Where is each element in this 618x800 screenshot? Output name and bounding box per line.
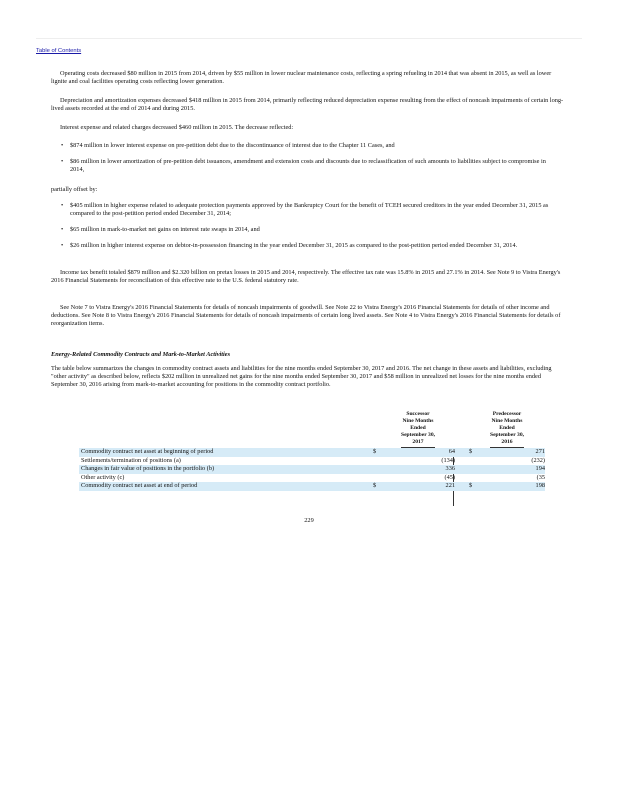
bullet-text: $874 million in lower interest expense on pre-petition debt due to the discontinuance of interest due to the Chapter 11 Cases, and [70, 142, 395, 149]
bullet-text: $86 million in lower amortization of pre-petition debt issuances, amendment and extension costs and discounts due to reclassification of such amounts to liabilities subject to compromise in 2014, [70, 158, 546, 174]
paragraph-table-intro: The table below summarizes the changes in commodity contract assets and liabilities for the nine months ended September 30, 2017 and 2016. The net change in these assets and liabilities, excluding "other activity" as described below, reflects $202 million in unrealized net gains for the nine months ended September 30, 2017 and $58 million in unrealized net losses for the nine months ended September 30, 2016 arising from mark-to-market accounting for positions in the commodity contract portfolio. [51, 365, 552, 389]
predecessor-column-header [469, 411, 545, 448]
bullet-item [61, 158, 556, 174]
page-number: 229 [304, 517, 314, 524]
paragraph-operating-costs: Operating costs decreased $80 million in 2015 from 2014, driven by $55 million in lower nuclear maintenance costs, reflecting a spring refueling in 2014 that was absent in 2015, as well as lower lignite and coal facilities operating costs reflecting lower generation. [51, 70, 552, 86]
table-header-row [79, 411, 545, 448]
header-line: Nine Months [402, 418, 434, 424]
paragraph-depreciation: Depreciation and amortization expenses decreased $418 million in 2015 from 2014, primarily reflecting reduced depreciation expense resulting from the effect of noncash impairments of certain long-lived assets recorded at the end of 2014 and during 2015. [51, 97, 564, 113]
table-row: Changes in fair value of positions in the portfolio (b) 336 194 [81, 465, 545, 473]
top-divider [36, 38, 582, 39]
table-row: Settlements/termination of positions (a) (134) (232) [81, 456, 545, 464]
successor-column-header [373, 411, 463, 448]
bullet-item [61, 202, 556, 218]
section-heading: Energy-Related Commodity Contracts and Mark-to-Market Activities [51, 351, 231, 358]
table-row: Other activity (c) (45) (35 [81, 473, 545, 481]
bullet-icon: • [61, 158, 64, 165]
table-row: Commodity contract net asset at end of period $ 221 $ 198 [81, 482, 545, 490]
bullet-icon: • [61, 226, 64, 233]
bullet-item [61, 142, 556, 150]
paragraph-income-tax: Income tax benefit totaled $879 million and $2.320 billion on pretax losses in 2015 and 2014, respectively. The effective tax rate was 15.8% in 2015 and 27.1% in 2014. See Note 9 to Vistra Energy's 2016 Financial Statements for reconciliation of this effective rate to the U.S. federal statutory rate. [51, 269, 561, 285]
header-line: September 30, [400, 432, 436, 438]
bullet-text: $405 million in higher expense related to adequate protection payments approved by the Bankruptcy Court for the benefit of TCEH secured creditors in the year ended December 31, 2015 as compared to the post-petition period ended December 31, 2014; [70, 202, 549, 218]
commodity-contract-table [79, 411, 545, 491]
bullet-item [61, 242, 556, 250]
bullet-text: $26 million in higher interest expense on debtor-in-possession financing in the year ended December 31, 2015 as compared to the post-petition period ended December 31, 2014. [70, 242, 518, 249]
header-line: 2016 [501, 439, 513, 445]
header-line: Nine Months [491, 418, 523, 424]
bullet-icon: • [61, 242, 64, 249]
paragraph-offset: partially offset by: [51, 186, 98, 193]
header-line: Ended [499, 425, 515, 431]
bullet-icon: • [61, 142, 64, 149]
header-line: 2017 [412, 439, 424, 445]
table-of-contents-link[interactable]: Table of Contents [36, 48, 82, 54]
header-line: Successor [406, 411, 430, 417]
bullet-icon: • [61, 202, 64, 209]
header-line: Predecessor [492, 411, 522, 417]
table-row: Commodity contract net asset at beginning of period $ 64 $ 271 [81, 448, 545, 455]
paragraph-interest-expense: Interest expense and related charges decreased $460 million in 2015. The decrease reflected: [60, 124, 294, 131]
header-line: September 30, [489, 432, 525, 438]
bullet-text: $65 million in mark-to-market net gains on interest rate swaps in 2014, and [70, 226, 260, 233]
bullet-item [61, 226, 556, 234]
header-line: Ended [410, 425, 426, 431]
paragraph-notes: See Note 7 to Vistra Energy's 2016 Financial Statements for details of noncash impairments of goodwill. See Note 22 to Vistra Energy's 2016 Financial Statements for details of other income and deductions. See Note 8 to Vistra Energy's 2016 Financial Statements for details of noncash impairments of certain long lived assets. See Note 4 to Vistra Energy's 2016 Financial Statements for details of reorganization items. [51, 304, 561, 328]
